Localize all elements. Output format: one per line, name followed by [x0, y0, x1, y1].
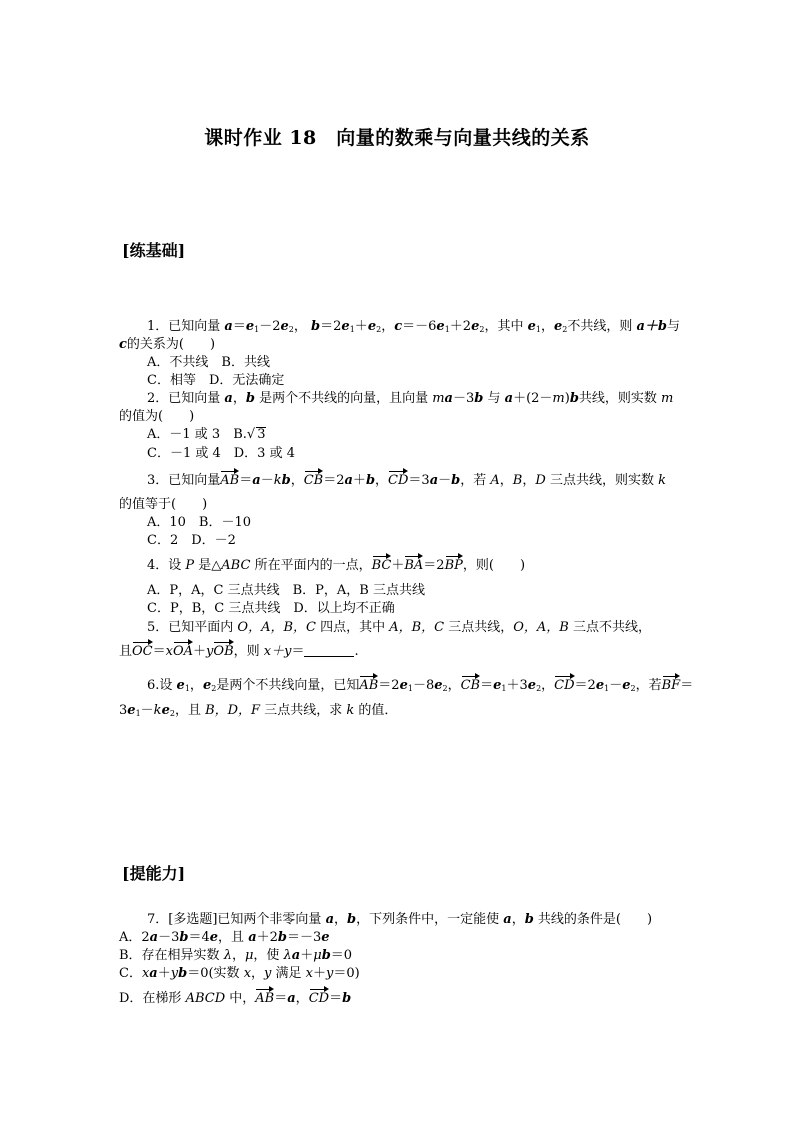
- q3-options-cd: C．2 D．－2: [147, 533, 236, 548]
- q7-option-c: C．xa＋yb＝0(实数 x，y 满足 x＋y＝0): [119, 966, 360, 981]
- q3-line1: 3．已知向量AB＝a－kb，CB＝2a＋b，CD＝3a－b，若 A，B，D 三点共线，则实数 k: [147, 473, 666, 488]
- section-basic: [练基础]: [122, 241, 186, 260]
- q1-line2: c的关系为( ): [119, 337, 216, 352]
- q6-line2: $3e_1-ke_2$，且 B，D，F 三点共线，求 k 的值．: [119, 703, 398, 718]
- q5-answer-blank: [304, 644, 354, 657]
- q4-options-ab: A．P，A，C 三点共线 B．P，A，B 三点共线: [147, 583, 425, 598]
- q4-options-cd: C．P，B，C 三点共线 D．以上均不正确: [147, 601, 395, 616]
- q4-line1: 4．设 P 是△ABC 所在平面内的一点，BC＋BA＝2BP，则( ): [147, 558, 526, 573]
- q3-line2: 的值等于( ): [119, 497, 208, 512]
- q7-option-d: D．在梯形 ABCD 中，AB＝a，CD＝b: [119, 991, 352, 1006]
- q1-options-cd: C．相等 D．无法确定: [147, 373, 285, 388]
- q3-options-ab: A．10 B．－10: [147, 515, 252, 530]
- q5-line2: 且OC＝xOA＋yOB，则 x＋y＝ .: [119, 644, 359, 659]
- q7-line1: 7．[多选题]已知两个非零向量 a，b，下列条件中，一定能使 a，b 共线的条件是( ): [147, 912, 653, 927]
- page-title: 课时作业 18 向量的数乘与向量共线的关系: [204, 127, 590, 149]
- q2-options-cd: C．－1 或 4 D．3 或 4: [147, 446, 295, 461]
- q2-options-ab: A．－1 或 3 B.√ 3: [147, 427, 266, 442]
- q7-option-a: A．2a－3b＝4e，且 a＋2b＝－3e: [119, 930, 330, 945]
- q1-line1: 1．已知向量 $a=e_1-2e_2$， $b=2e_1+e_2$，$c=-6e_1+2e_2$，其中 $e_1$，$e_2$不共线，则 a＋b与: [147, 319, 681, 334]
- q6-line1: 6.设 $e_1$，$e_2$是两个不共线向量，已知$AB=2e_1-8e_2$，$CB=e_1+3e_2$，$CD=2e_1-e_2$，若BF＝: [147, 678, 694, 693]
- q2-line1: 2．已知向量 a，b 是两个不共线的向量，且向量 ma－3b 与 a＋(2－m)b共线，则实数 m: [147, 391, 674, 406]
- q7-option-b: B．存在相异实数 λ，μ，使 λa＋μb＝0: [119, 948, 353, 963]
- q2-line2: 的值为( ): [119, 409, 195, 424]
- section-advanced: [提能力]: [122, 864, 186, 883]
- q5-line1: 5．已知平面内 O，A，B，C 四点，其中 A，B，C 三点共线，O，A，B 三点不共线，: [147, 620, 651, 635]
- q1-options-ab: A．不共线 B．共线: [147, 355, 270, 370]
